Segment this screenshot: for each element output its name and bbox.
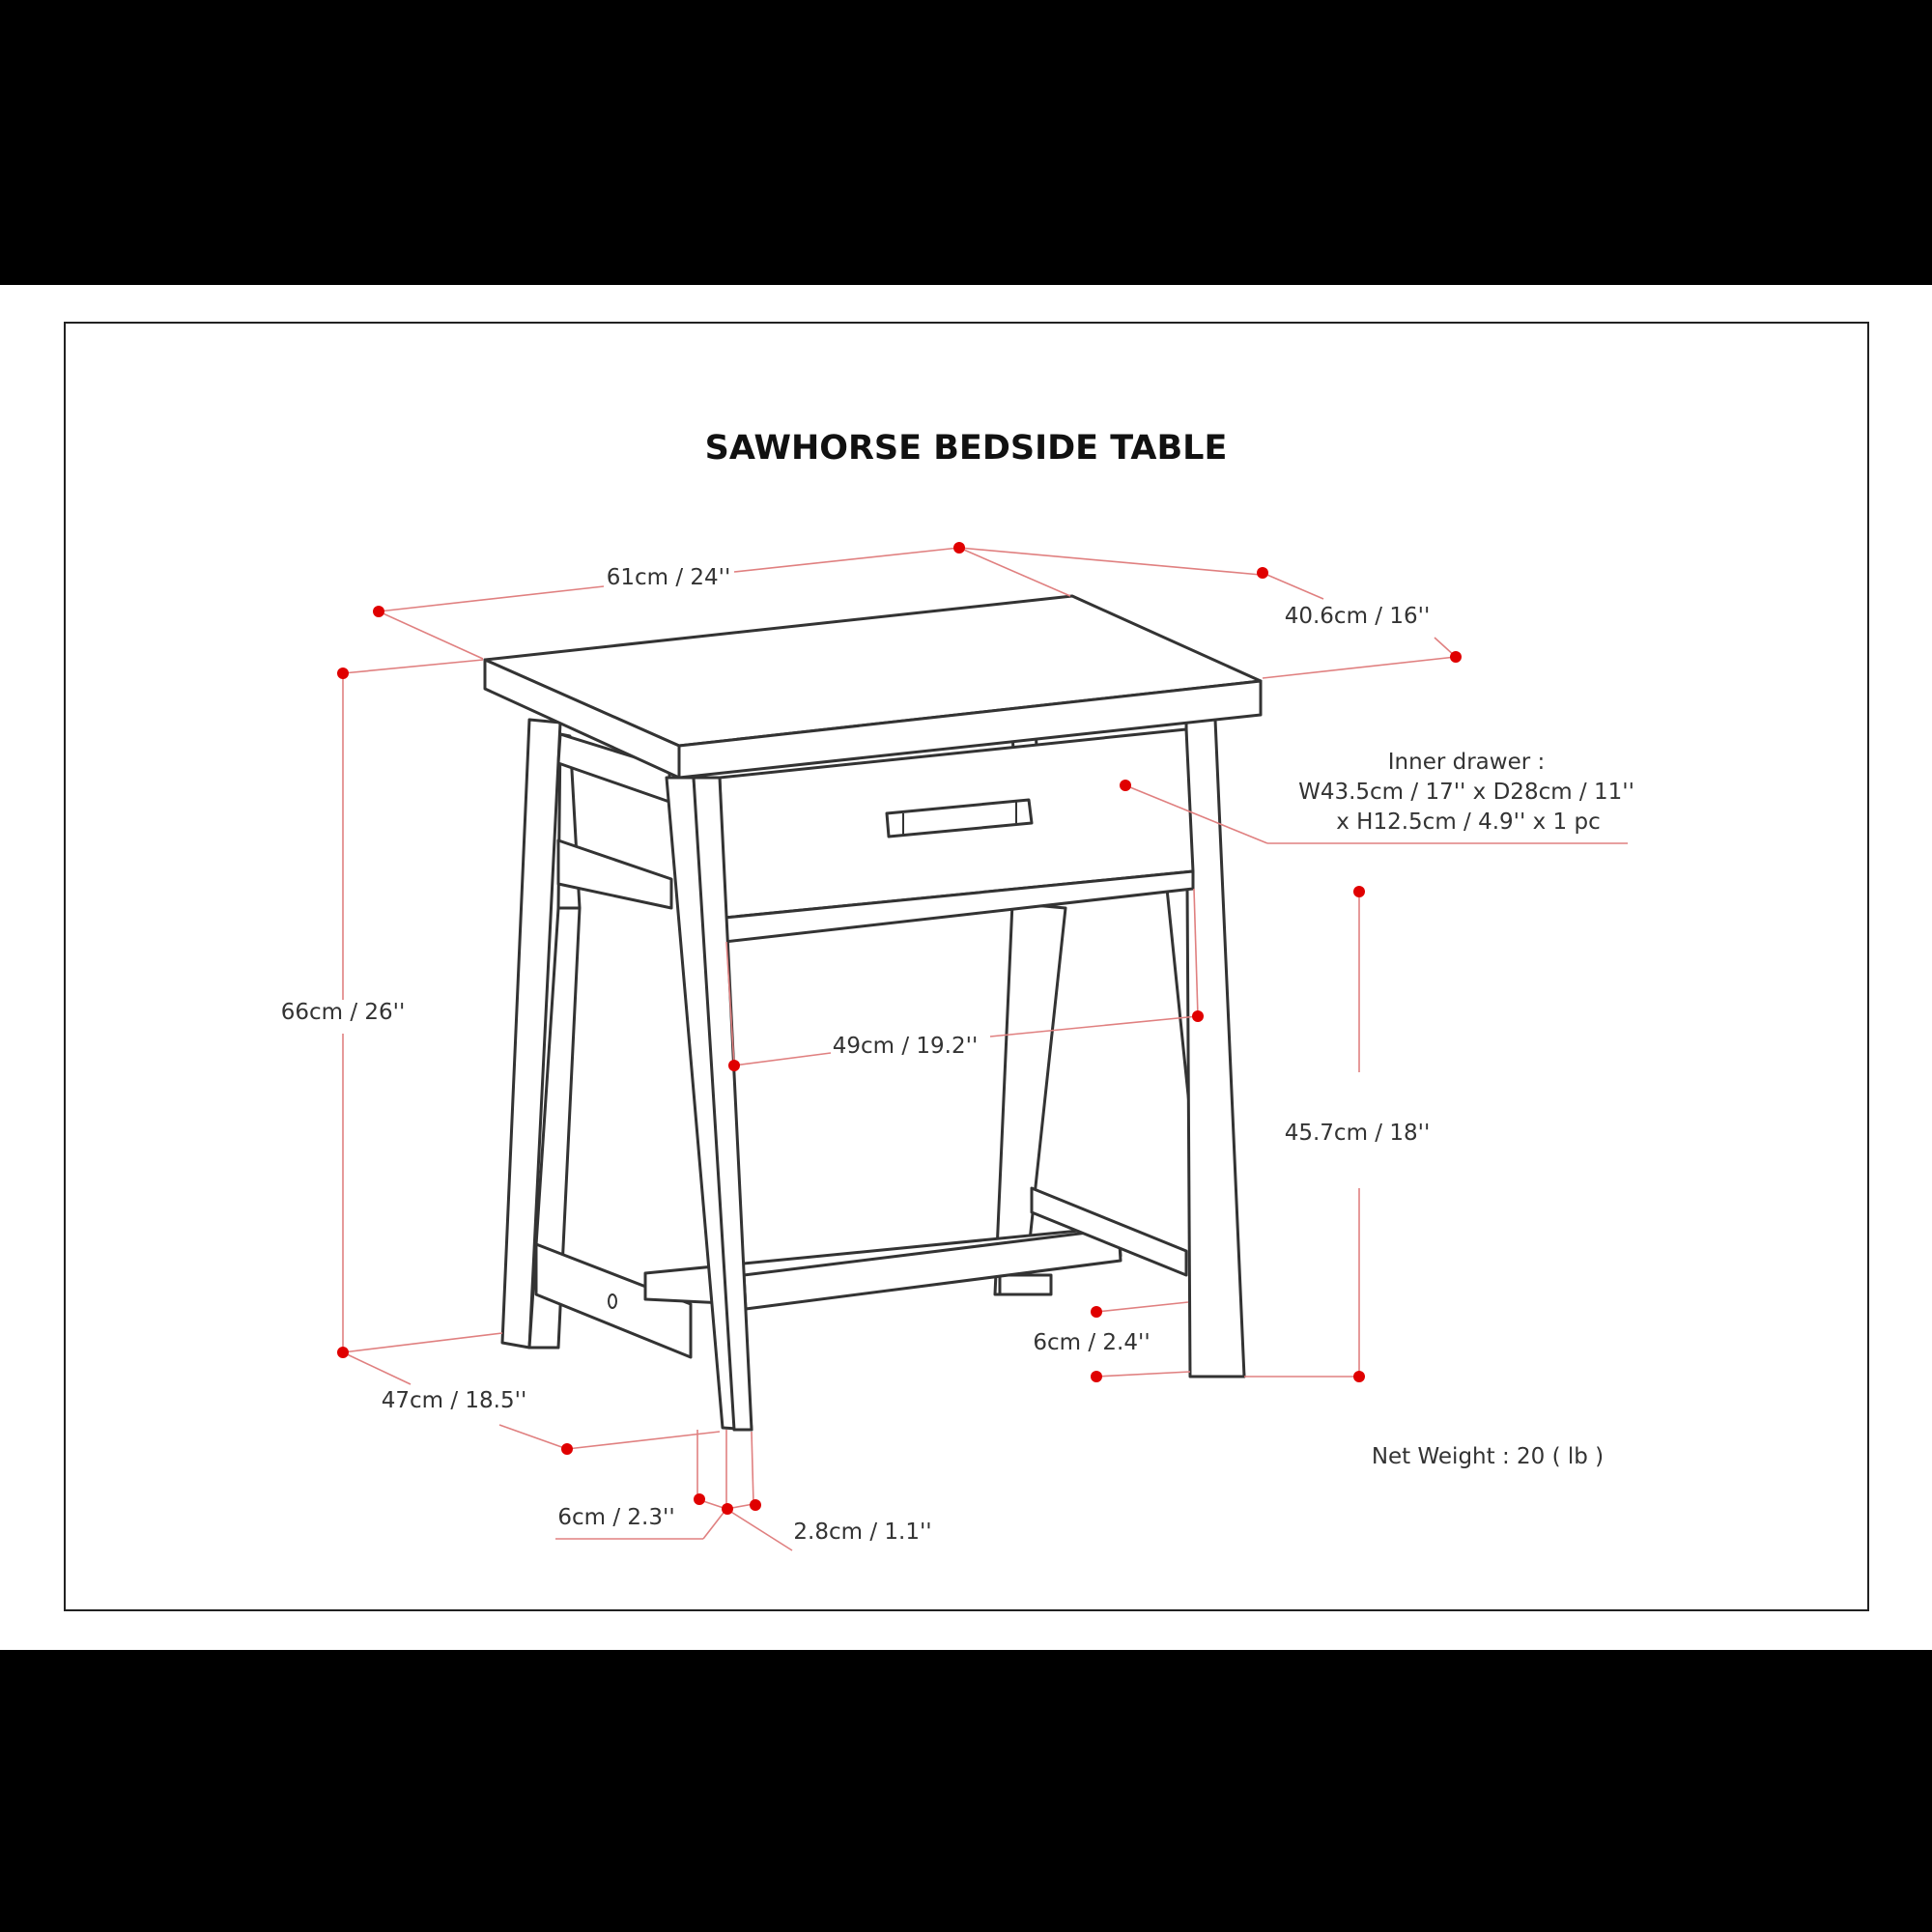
dim-dot (337, 668, 349, 679)
dim-dot (750, 1499, 761, 1511)
dim-line-depth-b (1263, 573, 1323, 599)
dim-dot (1257, 567, 1268, 579)
bedside-table-illustration (485, 596, 1261, 1430)
dim-line-inner-width-a (734, 1053, 831, 1065)
dim-dot (1192, 1010, 1204, 1022)
dim-ext-leg-front-top (1096, 1302, 1188, 1312)
dim-dot (694, 1493, 705, 1505)
label-top-width: 61cm / 24'' (606, 565, 731, 590)
label-drawer-line3: x H12.5cm / 4.9'' x 1 pc (1336, 810, 1601, 835)
label-leg-thickness: 2.8cm / 1.1'' (793, 1520, 932, 1545)
dim-dot (1091, 1371, 1102, 1382)
dim-dot (953, 542, 965, 554)
dim-ext-leg-front-bottom (1096, 1372, 1190, 1377)
label-inner-width: 49cm / 19.2'' (832, 1034, 979, 1059)
dim-line-depth-a (959, 548, 1261, 575)
dim-ext-depth (1263, 657, 1456, 678)
dim-line-base-depth-a (343, 1352, 411, 1384)
dim-line-top-width-a (379, 586, 604, 611)
dim-ext-top-width-left (379, 611, 483, 659)
dim-dot (1091, 1306, 1102, 1318)
dim-ext-leg-width-right (752, 1432, 753, 1504)
right-front-leg (1186, 720, 1244, 1377)
page-title: SAWHORSE BEDSIDE TABLE (704, 429, 1228, 468)
dim-leader-leg-thickness (726, 1509, 792, 1550)
dim-leader-leg-width-b (703, 1509, 726, 1539)
dim-ext-height-bottom (343, 1333, 502, 1352)
dim-line-top-width-b (734, 548, 959, 572)
label-base-depth: 47cm / 18.5'' (381, 1388, 527, 1413)
label-drawer-line2: W43.5cm / 17'' x D28cm / 11'' (1298, 780, 1634, 805)
back-right-foot (1000, 1275, 1051, 1294)
dim-dot (1120, 780, 1131, 791)
label-leg-width: 6cm / 2.3'' (557, 1505, 675, 1530)
dim-dot (1450, 651, 1462, 663)
dim-dot (373, 606, 384, 617)
label-top-depth: 40.6cm / 16'' (1284, 604, 1431, 629)
dim-dot (561, 1443, 573, 1455)
dim-ext-height-top (343, 660, 483, 673)
dim-ext-top-width-right (959, 548, 1070, 596)
dim-dot (337, 1347, 349, 1358)
label-shelf-height: 45.7cm / 18'' (1284, 1121, 1431, 1146)
label-net-weight: Net Weight : 20 ( lb ) (1371, 1444, 1605, 1469)
dim-dot (1353, 886, 1365, 897)
bottom-stretcher-face (744, 1229, 1121, 1309)
dim-dot (722, 1503, 733, 1515)
label-drawer-line1: Inner drawer : (1387, 750, 1546, 775)
dim-line-base-depth-b (499, 1425, 567, 1449)
label-overall-height: 66cm / 26'' (280, 1000, 406, 1025)
dim-dot (728, 1060, 740, 1071)
label-leg-front: 6cm / 2.4'' (1033, 1330, 1151, 1355)
dim-dot (1353, 1371, 1365, 1382)
